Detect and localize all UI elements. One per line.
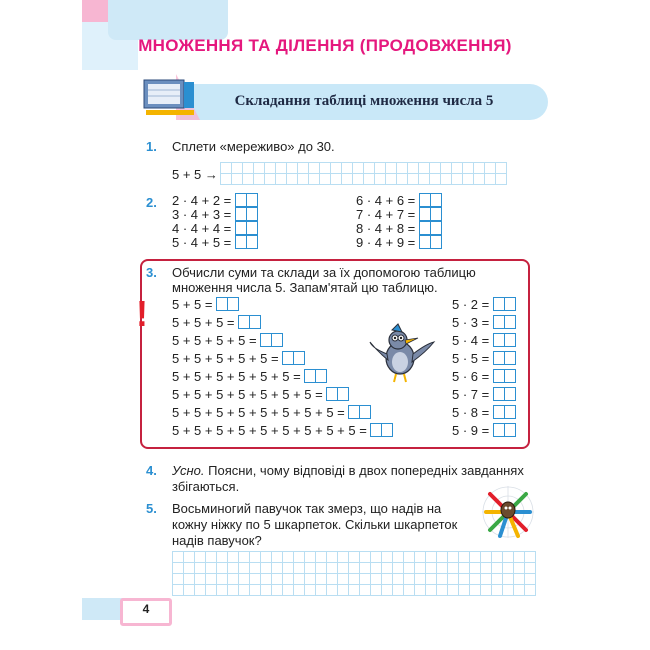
task5-text-line3: надів павучок? xyxy=(172,533,262,548)
answer-box[interactable] xyxy=(419,193,431,207)
answer-box[interactable] xyxy=(304,369,316,383)
equation-row: 5 + 5 + 5 + 5 + 5 = xyxy=(172,351,393,369)
task3-products xyxy=(452,297,516,441)
equation-row: 5 · 2 = xyxy=(452,297,516,315)
answer-box[interactable] xyxy=(493,423,505,437)
answer-box[interactable] xyxy=(493,387,505,401)
equation-row: 5 · 9 = xyxy=(452,423,516,441)
equation-row: 5 · 6 = xyxy=(452,369,516,387)
answer-box[interactable] xyxy=(238,315,250,329)
answer-box[interactable] xyxy=(316,369,327,383)
answer-box[interactable] xyxy=(505,423,516,437)
answer-box[interactable] xyxy=(431,207,442,221)
task5-text-line1: Восьминогий павучок так змерз, що надів на xyxy=(172,501,442,516)
answer-box[interactable] xyxy=(493,333,505,347)
equation-row: 5 · 4 + 5 = xyxy=(172,235,258,249)
bird-illustration xyxy=(368,322,438,384)
book-ruler-icon xyxy=(140,72,212,122)
task-number: 1. xyxy=(146,139,157,154)
answer-box[interactable] xyxy=(247,207,258,221)
answer-box[interactable] xyxy=(360,405,371,419)
equation-row: 4 · 4 + 4 = xyxy=(172,221,258,235)
equation-row: 2 · 4 + 2 = xyxy=(172,193,258,207)
task1-text: Сплети «мереживо» до 30. xyxy=(172,139,335,154)
answer-box[interactable] xyxy=(247,235,258,249)
answer-box[interactable] xyxy=(247,193,258,207)
task5-text-line2: кожну ніжку по 5 шкарпеток. Скільки шкарпеток xyxy=(172,517,458,532)
task4-italic: Усно. xyxy=(172,463,205,478)
answer-box[interactable] xyxy=(272,333,283,347)
task2-left-column xyxy=(172,193,258,249)
answer-box[interactable] xyxy=(419,221,431,235)
answer-box[interactable] xyxy=(505,333,516,347)
task3-sums xyxy=(172,297,393,441)
answer-box[interactable] xyxy=(505,315,516,329)
answer-box[interactable] xyxy=(419,235,431,249)
answer-box[interactable] xyxy=(493,297,505,311)
answer-box[interactable] xyxy=(235,221,247,235)
answer-grid[interactable] xyxy=(220,162,507,185)
answer-grid[interactable] xyxy=(172,551,536,596)
equation-row: 6 · 4 + 6 = xyxy=(356,193,442,207)
equation-row: 5 · 7 = xyxy=(452,387,516,405)
answer-box[interactable] xyxy=(216,297,228,311)
equation-row: 5 · 8 = xyxy=(452,405,516,423)
equation-row: 5 · 3 = xyxy=(452,315,516,333)
page-number: 4 xyxy=(142,602,150,616)
spider-illustration xyxy=(480,484,536,540)
answer-box[interactable] xyxy=(493,315,505,329)
answer-box[interactable] xyxy=(260,333,272,347)
answer-box[interactable] xyxy=(348,405,360,419)
equation-row: 5 + 5 + 5 + 5 + 5 + 5 = xyxy=(172,369,393,387)
task3-text-line1: Обчисли суми та склади за їх допомогою таблицю xyxy=(172,265,476,280)
task4-text-line2: збігаються. xyxy=(172,479,240,494)
corner-decoration xyxy=(108,0,228,40)
answer-box[interactable] xyxy=(247,221,258,235)
answer-box[interactable] xyxy=(505,351,516,365)
answer-box[interactable] xyxy=(370,423,382,437)
answer-box[interactable] xyxy=(235,193,247,207)
answer-box[interactable] xyxy=(326,387,338,401)
equation-row: 9 · 4 + 9 = xyxy=(356,235,442,249)
answer-box[interactable] xyxy=(382,423,393,437)
answer-box[interactable] xyxy=(235,207,247,221)
task2-right-column xyxy=(356,193,442,249)
task-number: 5. xyxy=(146,501,157,516)
equation-row: 7 · 4 + 7 = xyxy=(356,207,442,221)
answer-box[interactable] xyxy=(505,405,516,419)
answer-box[interactable] xyxy=(431,235,442,249)
answer-box[interactable] xyxy=(228,297,239,311)
answer-box[interactable] xyxy=(505,387,516,401)
task-number: 3. xyxy=(146,265,157,280)
equation-row: 5 + 5 + 5 + 5 + 5 + 5 + 5 + 5 = xyxy=(172,405,393,423)
equation-row: 5 · 5 = xyxy=(452,351,516,369)
answer-box[interactable] xyxy=(419,207,431,221)
answer-box[interactable] xyxy=(431,193,442,207)
answer-box[interactable] xyxy=(505,297,516,311)
answer-box[interactable] xyxy=(250,315,261,329)
answer-box[interactable] xyxy=(505,369,516,383)
section-title: Складання таблиці множення числа 5 xyxy=(234,93,494,109)
task-number: 2. xyxy=(146,195,157,210)
answer-box[interactable] xyxy=(493,405,505,419)
answer-box[interactable] xyxy=(338,387,349,401)
answer-box[interactable] xyxy=(493,351,505,365)
answer-box[interactable] xyxy=(431,221,442,235)
page-title: МНОЖЕННЯ ТА ДІЛЕННЯ (ПРОДОВЖЕННЯ) xyxy=(138,36,512,55)
equation-row: 5 + 5 + 5 + 5 + 5 + 5 + 5 + 5 + 5 = xyxy=(172,423,393,441)
task1-start: 5 + 5 → xyxy=(172,167,218,182)
task4-text-line1: Усно. Поясни, чому відповіді в двох попередніх завданнях xyxy=(172,463,524,478)
task3-text-line2: множення числа 5. Запам'ятай цю таблицю. xyxy=(172,280,438,295)
answer-box[interactable] xyxy=(493,369,505,383)
answer-box[interactable] xyxy=(294,351,305,365)
equation-row: 5 + 5 = xyxy=(172,297,393,315)
equation-row: 3 · 4 + 3 = xyxy=(172,207,258,221)
equation-row: 8 · 4 + 8 = xyxy=(356,221,442,235)
answer-box[interactable] xyxy=(282,351,294,365)
answer-box[interactable] xyxy=(235,235,247,249)
equation-row: 5 · 4 = xyxy=(452,333,516,351)
equation-row: 5 + 5 + 5 = xyxy=(172,315,393,333)
equation-row: 5 + 5 + 5 + 5 + 5 + 5 + 5 = xyxy=(172,387,393,405)
task-number: 4. xyxy=(146,463,157,478)
exclamation-icon: ! xyxy=(136,293,148,334)
equation-row: 5 + 5 + 5 + 5 = xyxy=(172,333,393,351)
